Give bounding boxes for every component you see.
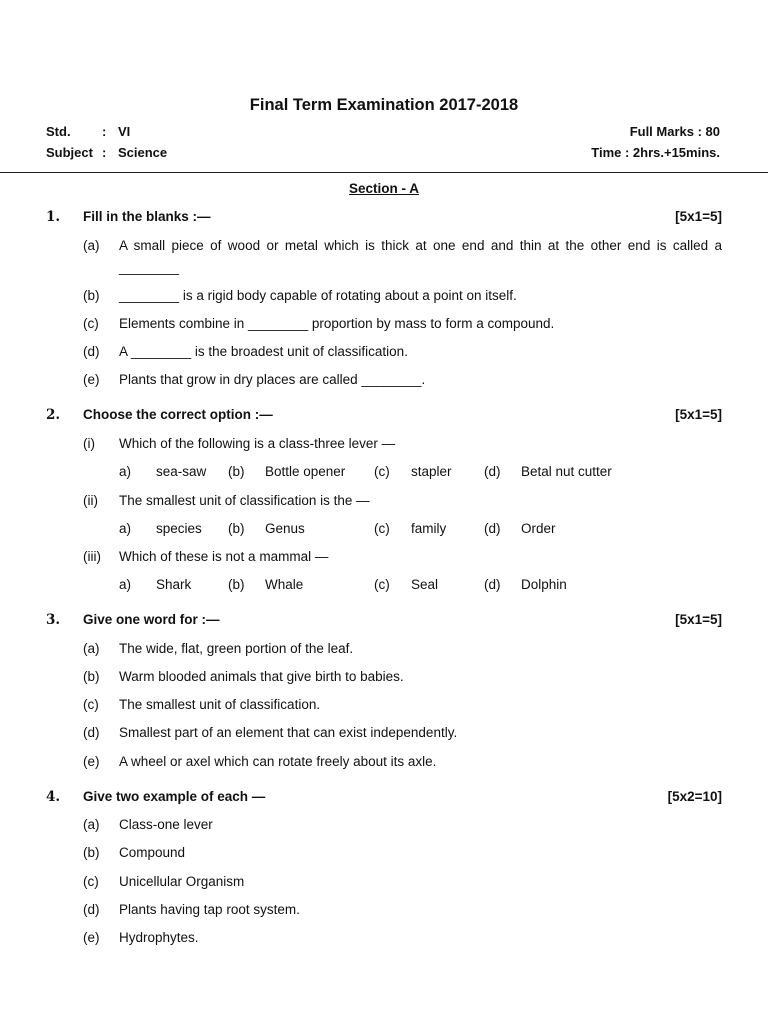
item-label: (a) [83, 641, 100, 656]
exam-time: Time : 2hrs.+15mins. [591, 145, 720, 160]
item-text: Elements combine in ________ proportion by mass to form a compound. [119, 316, 555, 331]
option-text: sea-saw [156, 464, 207, 479]
question-marks: [5x1=5] [675, 407, 722, 422]
question-title: Choose the correct option :— [83, 407, 273, 422]
option-label: (d) [484, 577, 501, 592]
option-label: (b) [228, 521, 245, 536]
item-label: (d) [83, 344, 100, 359]
option-label: (d) [484, 521, 501, 536]
std-row [46, 124, 130, 139]
option-text: Whale [265, 577, 304, 592]
option-text: Bottle opener [265, 464, 346, 479]
question-number: 1. [46, 209, 61, 225]
item-text: Smallest part of an element that can exist independently. [119, 725, 458, 740]
std-colon: : [102, 124, 107, 139]
item-label: (iii) [83, 549, 101, 564]
item-label: (b) [83, 669, 100, 684]
question-header [0, 407, 768, 427]
option-text: Shark [156, 577, 192, 592]
item-text: Which of the following is a class-three lever — [119, 436, 396, 451]
item-label: (e) [83, 372, 100, 387]
option-label: a) [119, 464, 132, 479]
option-label: (b) [228, 464, 245, 479]
item-text: ________ is a rigid body capable of rotating about a point on itself. [119, 288, 517, 303]
item-label: (b) [83, 845, 100, 860]
item-text: The smallest unit of classification. [119, 697, 321, 712]
option-label: (b) [228, 577, 245, 592]
item-text: Unicellular Organism [119, 874, 245, 889]
option-label: (c) [374, 577, 390, 592]
item-text: Plants that grow in dry places are called ________. [119, 372, 426, 387]
exam-title: Final Term Examination 2017-2018 [249, 96, 519, 114]
header-divider [0, 172, 768, 173]
item-text: A wheel or axel which can rotate freely about its axle. [119, 754, 437, 769]
item-label: (b) [83, 288, 100, 303]
item-label: (c) [83, 316, 99, 331]
item-text: Class-one lever [119, 817, 213, 832]
question-marks: [5x1=5] [675, 209, 722, 224]
item-text: Plants having tap root system. [119, 902, 300, 917]
item-label: (e) [83, 930, 100, 945]
question-header [0, 612, 768, 632]
item-label: (d) [83, 725, 100, 740]
section-title: Section - A [348, 181, 419, 196]
subject-row [46, 145, 167, 160]
option-text: Betal nut cutter [521, 464, 612, 479]
question-title: Fill in the blanks :— [83, 209, 211, 224]
subject-colon: : [102, 145, 107, 160]
item-label: (d) [83, 902, 100, 917]
question-title: Give two example of each — [83, 789, 266, 804]
option-text: Seal [411, 577, 439, 592]
question-number: 2. [46, 407, 61, 423]
subject-label: Subject [46, 145, 93, 160]
item-text: Warm blooded animals that give birth to babies. [119, 669, 404, 684]
item-label: (ii) [83, 493, 98, 508]
option-label: (d) [484, 464, 501, 479]
option-label: (c) [374, 464, 390, 479]
question-title: Give one word for :— [83, 612, 220, 627]
question-marks: [5x2=10] [667, 789, 722, 804]
std-value: VI [118, 124, 131, 139]
option-text: Genus [265, 521, 305, 536]
item-text: Which of these is not a mammal — [119, 549, 329, 564]
option-text: species [156, 521, 202, 536]
question-number: 3. [46, 612, 61, 628]
item-text: A ________ is the broadest unit of classification. [119, 344, 408, 359]
question-number: 4. [46, 789, 61, 805]
item-text: The smallest unit of classification is the — [119, 493, 370, 508]
question-header [0, 209, 768, 229]
full-marks: Full Marks : 80 [629, 124, 720, 139]
item-label: (i) [83, 436, 95, 451]
subject-value: Science [118, 145, 168, 160]
option-label: a) [119, 577, 132, 592]
item-label: (c) [83, 697, 99, 712]
option-label: (c) [374, 521, 390, 536]
option-label: a) [119, 521, 132, 536]
option-text: Order [521, 521, 556, 536]
item-text: A small piece of wood or metal which is thick at one end and thin at the other end is called a ________ [119, 238, 722, 275]
question-header [0, 789, 768, 809]
std-label: Std. [46, 124, 71, 139]
item-label: (c) [83, 874, 99, 889]
item-text: Compound [119, 845, 186, 860]
item-label: (a) [83, 238, 100, 253]
item-text: The wide, flat, green portion of the leaf. [119, 641, 354, 656]
option-text: Dolphin [521, 577, 567, 592]
item-text: Hydrophytes. [119, 930, 199, 945]
option-text: family [411, 521, 447, 536]
option-text: stapler [411, 464, 452, 479]
item-label: (e) [83, 754, 100, 769]
question-marks: [5x1=5] [675, 612, 722, 627]
item-label: (a) [83, 817, 100, 832]
